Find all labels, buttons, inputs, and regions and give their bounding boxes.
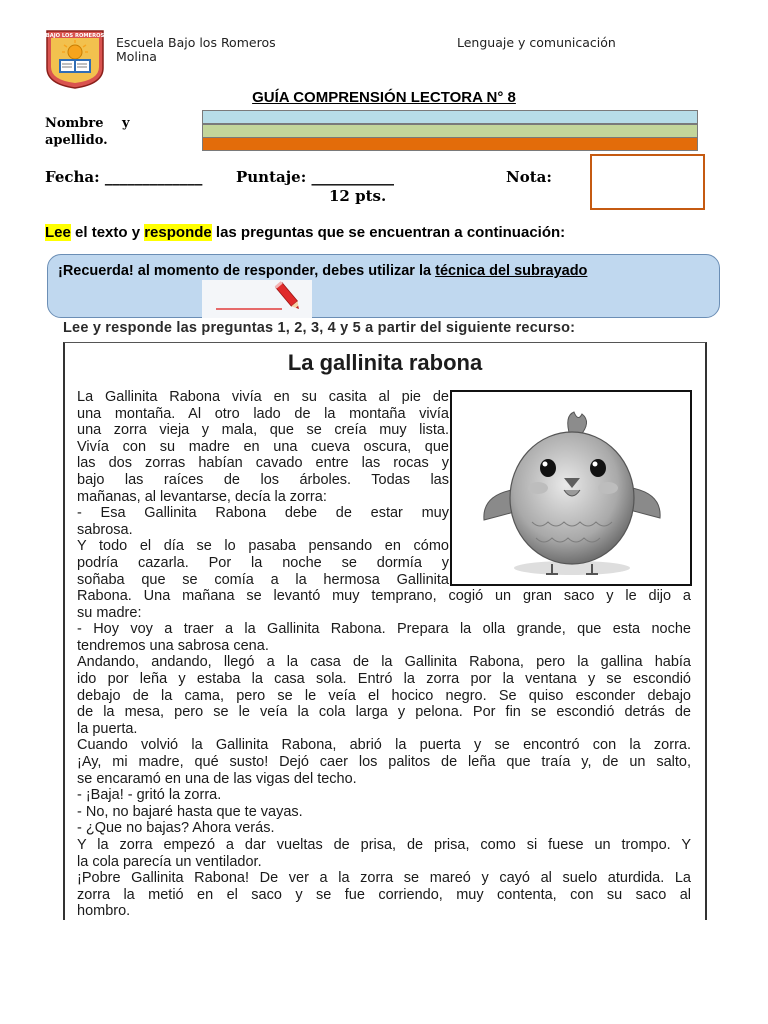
name-label	[45, 115, 155, 149]
story-line: mañanas, al levantarse, decía la zorra:	[77, 488, 327, 505]
story-line: Rabona. Una mañana se levantó muy temprano, cogió un gran saco y le dijo a	[77, 588, 691, 604]
story-line: zorra la metió en el saco y se fue corriendo, muy contenta, con su saco al	[77, 886, 691, 903]
story-line: la puerta.	[77, 720, 138, 737]
name-label-line1: Nombre y	[45, 116, 130, 131]
highlight-lee: Lee	[45, 224, 71, 241]
story-line: la cola parecía un ventilador.	[77, 853, 262, 870]
story-line: Y la zorra empezó a dar vueltas de prisa, de prisa, como si fuese un trompo. Y	[77, 836, 691, 853]
story-line: La Gallinita Rabona vivía en su casita al pie de	[77, 389, 449, 405]
reminder-prefix: ¡Recuerda! al momento de responder, debes utilizar la	[58, 263, 436, 279]
name-field-bar-orange[interactable]	[202, 137, 698, 151]
pencil-image	[202, 280, 312, 318]
story-text-full	[77, 588, 691, 920]
story-line: hombro.	[77, 903, 131, 920]
story-line: se encaramó en una de las vigas del techo.	[77, 770, 357, 787]
story-line: debajo de la cama, pero se le veía el hocico negro. Se quiso esconder debajo	[77, 687, 691, 704]
story-line: Andando, andando, llegó a la casa de la Gallinita Rabona, pero la gallina había	[77, 654, 691, 671]
resource-instruction: Lee y responde las preguntas 1, 2, 3, 4 y 5 a partir del siguiente recurso:	[63, 320, 576, 336]
school-name-line: Escuela Bajo los Romeros	[116, 35, 276, 50]
story-line: de la mesa, pero se le veía la cola larga y pelona. Por fin se escondió detrás de	[77, 704, 691, 721]
date-label: Fecha: _____________	[45, 168, 203, 186]
date-field[interactable]	[45, 168, 202, 186]
instruction-part2: el texto y	[70, 224, 145, 241]
story-line: sabrosa.	[77, 521, 133, 538]
school-name	[116, 36, 276, 64]
chick-illustration	[452, 392, 690, 584]
story-line: las dos zorras habían cavado entre las rocas y	[77, 455, 449, 472]
story-title: La gallinita rabona	[287, 350, 483, 375]
story-line: soñaba que se comía a la hermosa Gallinita	[77, 571, 449, 588]
story-line: una montaña. Al otro lado de la montaña vivía	[77, 405, 449, 422]
chick-image	[450, 390, 692, 586]
red-pencil-underline-icon	[202, 280, 312, 318]
name-field-bar-green[interactable]	[202, 124, 698, 138]
instruction-text	[45, 224, 565, 241]
name-label-line2: apellido.	[45, 133, 108, 148]
logo-text: BAJO LOS ROMEROS	[45, 33, 105, 39]
story-line: - ¡Baja! - gritó la zorra.	[77, 787, 222, 804]
score-field[interactable]: Puntaje: ___________	[236, 168, 394, 186]
page-title: GUÍA COMPRENSIÓN LECTORA N° 8	[252, 89, 516, 106]
story-line: - Esa Gallinita Rabona debe de estar muy	[77, 505, 449, 522]
story-line: bajo las raíces de los árboles. Todas las	[77, 471, 449, 488]
story-line: su madre:	[77, 604, 142, 621]
story-line: ¡Pobre Gallinita Rabona! De ver a la zorra se mareó y cayó al suelo aturdida. La	[77, 870, 691, 887]
name-field-bar-blue[interactable]	[202, 110, 698, 124]
story-line: Y todo el día se lo pasaba pensando en cómo	[77, 538, 449, 555]
story-line: - Hoy voy a traer a la Gallinita Rabona. Prepara la olla grande, que esta noche	[77, 621, 691, 638]
story-line: Vivía con su madre en una cueva oscura, que	[77, 438, 449, 455]
story-line: una zorra vieja y mala, que se creía muy lista.	[77, 422, 449, 439]
school-city: Molina	[116, 49, 157, 64]
highlight-responde: responde	[144, 224, 212, 241]
story-line: ido por leña y estaba la casa sola. Entró la zorra por la ventana y se escondió	[77, 670, 691, 687]
instruction-part3: las preguntas que se encuentran a continuación:	[211, 224, 566, 241]
grade-box[interactable]	[590, 154, 705, 210]
school-crest-icon	[44, 28, 106, 90]
story-text-left	[77, 389, 449, 588]
reminder-technique: técnica del subrayado	[435, 263, 588, 279]
story-line: - No, no bajaré hasta que te vayas.	[77, 803, 303, 820]
grade-label: Nota:	[506, 168, 552, 186]
subject-name: Lenguaje y comunicación	[457, 35, 616, 50]
story-line: - ¿Que no bajas? Ahora verás.	[77, 820, 275, 837]
story-line: podría cazarla. Por la noche se dormía y	[77, 554, 449, 571]
story-line: ¡Ay, mi madre, qué susto! Dejó caer los palitos de leña que traía y, de un salto,	[77, 753, 691, 770]
story-line: tendremos una sabrosa cena.	[77, 637, 269, 654]
score-total: 12 pts.	[329, 187, 387, 205]
story-line: Cuando volvió la Gallinita Rabona, abrió la puerta y se encontró con la zorra.	[77, 737, 691, 754]
reminder-text	[58, 263, 587, 279]
